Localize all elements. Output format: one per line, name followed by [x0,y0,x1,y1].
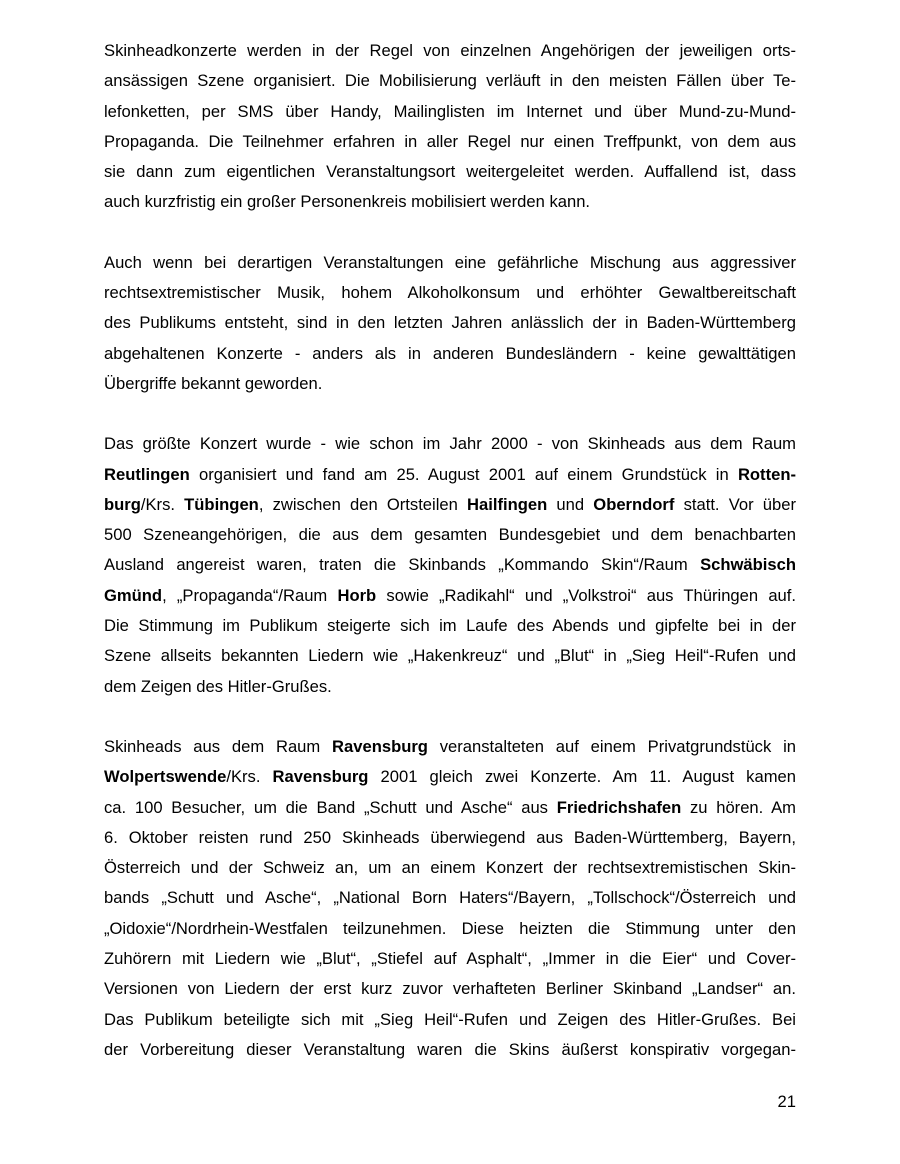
text-run: sowie „Radikahl“ und „Volkstroi“ aus Thüringen auf. [376,585,796,605]
text-line [104,36,796,66]
paragraph [104,36,796,218]
text-run: , „Propaganda“/Raum [162,585,338,605]
text-line [104,914,796,944]
text-run: Österreich und der Schweiz an, um an einem Konzert der rechtsextremistischen Skin- [104,858,796,878]
text-line [104,581,796,611]
text-run: Die Stimmung im Publikum steigerte sich im Laufe des Abends und gipfelte bei in der [104,616,796,636]
bold-place-name: burg [104,494,141,514]
text-run: des Publikums entsteht, sind in den letzten Jahren anlässlich der in Baden-Württemberg [104,313,796,333]
text-line [104,1005,796,1035]
text-line [104,672,796,702]
text-line [104,520,796,550]
text-run: , zwischen den Ortsteilen [258,494,468,514]
text-run: organisiert und fand am 25. August 2001 auf einem Grundstück in [189,464,738,484]
text-line [104,944,796,974]
page-number: 21 [777,1092,796,1111]
text-run: ca. 100 Besucher, um die Band „Schutt und Asche“ aus [104,797,557,817]
text-line [104,248,796,278]
bold-place-name: Hailfingen [467,494,548,514]
text-run: Szene allseits bekannten Liedern wie „Hakenkreuz“ und „Blut“ in „Sieg Heil“-Rufen und [104,646,796,666]
bold-place-name: Reutlingen [104,464,190,484]
paragraph [104,732,796,1065]
text-line [104,339,796,369]
text-run: der Vorbereitung dieser Veranstaltung waren die Skins äußerst konspirativ vorgegan- [104,1039,796,1059]
text-line [104,641,796,671]
text-run: und [547,494,594,514]
bold-place-name: Ravensburg [272,767,369,787]
text-run: sie dann zum eigentlichen Veranstaltungsort weitergeleitet werden. Auffallend ist, dass [104,162,796,182]
text-line [104,157,796,187]
text-run: „Oidoxie“/Nordrhein-Westfalen teilzunehmen. Diese heizten die Stimmung unter den [104,918,796,938]
text-run: rechtsextremistischer Musik, hohem Alkoholkonsum und erhöhter Gewaltbereitschaft [104,283,796,303]
text-line [104,460,796,490]
text-line [104,97,796,127]
text-run: Zuhörern mit Liedern wie „Blut“, „Stiefel auf Asphalt“, „Immer in die Eier“ und Cover- [104,949,796,969]
text-run: Skinheads aus dem Raum [104,736,333,756]
text-line [104,550,796,580]
bold-place-name: Wolpertswende [104,767,227,787]
text-run: dem Zeigen des Hitler-Grußes. [104,676,332,696]
text-line [104,490,796,520]
text-run: Auch wenn bei derartigen Veranstaltungen eine gefährliche Mischung aus aggressiver [104,252,796,272]
text-run: /Krs. [140,494,185,514]
text-line [104,974,796,1004]
text-line [104,853,796,883]
text-line [104,308,796,338]
text-line [104,187,796,217]
document-body [104,36,796,1065]
text-run: lefonketten, per SMS über Handy, Mailinglisten im Internet und über Mund-zu-Mund- [104,101,796,121]
text-run: statt. Vor über [674,494,796,514]
text-line [104,1035,796,1065]
text-run: 6. Oktober reisten rund 250 Skinheads überwiegend aus Baden-Württemberg, Bayern, [104,827,796,847]
bold-place-name: Oberndorf [593,494,675,514]
text-run: Versionen von Liedern der erst kurz zuvor verhafteten Berliner Skinband „Landser“ an. [104,979,796,999]
text-run: Das größte Konzert wurde - wie schon im Jahr 2000 - von Skinheads aus dem Raum [104,434,796,454]
text-run: /Krs. [226,767,273,787]
text-run: abgehaltenen Konzerte - anders als in anderen Bundesländern - keine gewalttätigen [104,343,796,363]
text-run: auch kurzfristig ein großer Personenkreis mobilisiert werden kann. [104,192,591,212]
text-line [104,762,796,792]
bold-place-name: Rotten- [737,464,796,484]
text-line [104,611,796,641]
text-run: Skinheadkonzerte werden in der Regel von einzelnen Angehörigen der jeweiligen orts- [104,41,796,60]
text-run: 500 Szeneangehörigen, die aus dem gesamten Bundesgebiet und dem benachbarten [104,525,796,545]
text-line [104,369,796,399]
text-line [104,823,796,853]
text-run: Propaganda. Die Teilnehmer erfahren in aller Regel nur einen Treffpunkt, von dem aus [104,131,796,151]
bold-place-name: Friedrichshafen [556,797,682,817]
text-line [104,278,796,308]
bold-place-name: Ravensburg [332,736,428,756]
text-line [104,66,796,96]
bold-place-name: Tübingen [184,494,259,514]
text-run: Das Publikum beteiligte sich mit „Sieg Heil“-Rufen und Zeigen des Hitler-Grußes. Bei [104,1009,796,1029]
text-line [104,732,796,762]
text-run: Übergriffe bekannt geworden. [104,373,323,393]
bold-place-name: Gmünd [104,585,163,605]
text-line [104,127,796,157]
text-run: bands „Schutt und Asche“, „National Born Haters“/Bayern, „Tollschock“/Österreich und [104,888,796,908]
text-line [104,883,796,913]
paragraph [104,248,796,399]
text-line [104,429,796,459]
paragraph [104,429,796,702]
text-run: 2001 gleich zwei Konzerte. Am 11. August kamen [368,767,796,787]
bold-place-name: Schwäbisch [700,555,796,575]
text-run: Ausland angereist waren, traten die Skinbands „Kommando Skin“/Raum [104,555,701,575]
text-run: veranstalteten auf einem Privatgrundstück in [427,736,796,756]
text-line [104,793,796,823]
bold-place-name: Horb [337,585,377,605]
text-run: ansässigen Szene organisiert. Die Mobilisierung verläuft in den meisten Fällen über Te- [104,71,796,91]
text-run: zu hören. Am [681,797,796,817]
